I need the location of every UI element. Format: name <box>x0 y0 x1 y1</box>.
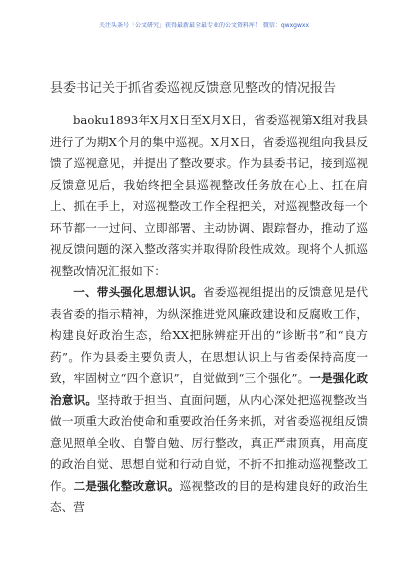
promo-banner: 关注头条号「公文研究」获得最新最全最专业的公文资料库！ 微信：qwxgwxx <box>99 22 309 29</box>
document-body <box>50 110 368 519</box>
section-text-b: 坚持敢于担当、直面问题，从内心深处把巡视整改当做一项重大政治使命和重要政治任务来抓，对省委巡视组反馈意见照单全收、自警自勉、厉行整改，真正严肃顶真，用高度的政治自觉、思想自觉和行动自觉，不折不扣推动巡视整改工作。 <box>50 392 368 493</box>
section-text-c: 巡视整改的目的是构建良好的政治生态、营 <box>50 478 368 514</box>
document-title: 县委书记关于抓省委巡视反馈意见整改的情况报告 <box>50 81 337 96</box>
section-text-a: 省委巡视组提出的反馈意见是代表省委的指示精神，为纵深推进党风廉政建设和反腐败工作，构建良好政治生态，给XX把脉辨症开出的“诊断书”和“良方药”。作为县委主要负责人，在思想认识上与省委保持高度一致，牢固树立“四个意识”，自觉做到“三个强化”。 <box>50 285 368 385</box>
section-heading-1: 一、带头强化思想认识。 <box>73 285 203 299</box>
intro-paragraph <box>50 110 368 282</box>
intro-text: baoku1893年X月X日至X月X日，省委巡视第X组对我县进行了为期X个月的集中巡视。X月X日，省委巡视组向我县反馈了巡视意见，并提出了整改要求。作为县委书记，接到巡视反馈意见后，我始终把全县巡视整改任务放在心上、扛在肩上、抓在手上，对巡视整改工作全程把关，对巡视整改每一个环节都一一过问、立即部署、主动协调、跟踪督办，推动了巡视反馈问题的深入整改落实并取得阶段性成效。现将个人抓巡视整改情况汇报如下： <box>50 113 368 278</box>
section-heading-3: 二是强化整改意识。 <box>73 478 180 493</box>
section-heading-2: 一是强化政治意识。 <box>50 371 368 407</box>
section-paragraph <box>50 282 368 519</box>
